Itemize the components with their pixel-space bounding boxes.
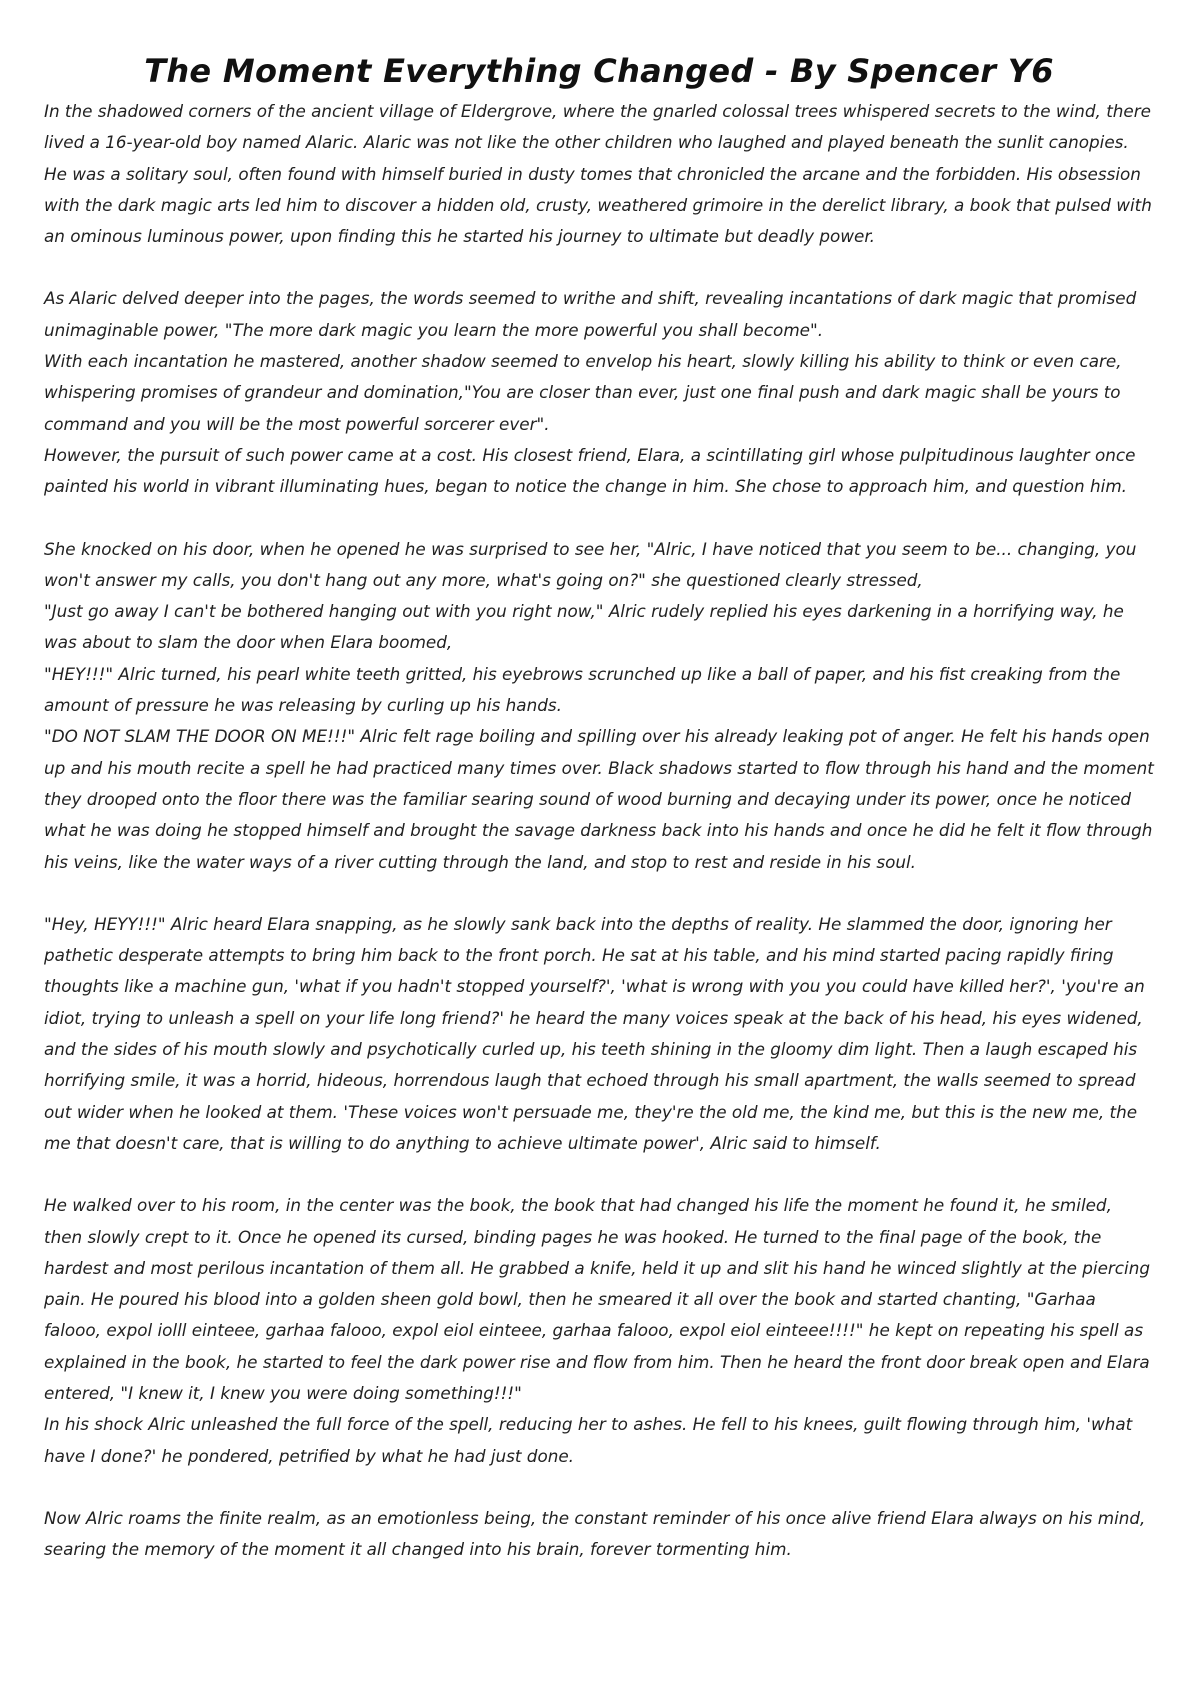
paragraph-intro: In the shadowed corners of the ancient village of Eldergrove, where the gnarled colossal trees whispered secrets to the wind, there lived a 16-year-old boy named Alaric. Alaric was not like the other children who laughed and played beneath the sunlit canopies. He was a solitary soul, often found with himself buried in dusty tomes that chronicled the arcane and the forbidden. His obsession with the dark magic arts led him to discover a hidden old, crusty, weathered grimoire in the derelict library, a book that pulsed with an ominous luminous power, upon finding this he started his journey to ultimate but deadly power. bbox=[44, 101, 1152, 247]
paragraph-incantation: With each incantation he mastered, another shadow seemed to envelop his heart, slowly killing his ability to think or even care, whispering promises of grandeur and domination,"You are closer than ever, just one final push and dark magic shall be yours to command and you will be the most powerful sorcerer ever". bbox=[44, 351, 1122, 434]
paragraph-shock: In his shock Alric unleashed the full force of the spell, reducing her to ashes. He fell to his knees, guilt flowing through him, 'what have I done?' he pondered, petrified by what he had just done. bbox=[44, 1414, 1133, 1466]
paragraph-cost: However, the pursuit of such power came at a cost. His closest friend, Elara, a scintillating girl whose pulpitudinous laughter once painted his world in vibrant illuminating hues, began to notice the change in him. She chose to approach him, and question him. bbox=[44, 444, 1136, 497]
paragraph-delved: As Alaric delved deeper into the pages, the words seemed to writhe and shift, revealing incantations of dark magic that promised unimaginable power, "The more dark magic you learn the more powerful you shall become". bbox=[44, 288, 1137, 340]
paragraph-voices: "Hey, HEYY!!!" Alric heard Elara snapping, as he slowly sank back into the depths of reality. He slammed the door, ignoring her pathetic desperate attempts to bring him back to the front porch. He sat at his table, and his mind started pacing rapidly firing thoughts like a machine gun, 'what if you hadn't stopped yourself?', 'what is wrong with you you could have killed her?', 'you're an idiot, trying to unleash a spell on your life long friend?' he heard the many voices speak at the back of his head, his eyes widened, and the sides of his mouth slowly and psychotically curled up, his teeth shining in the gloomy dim light. Then a laugh escaped his horrifying smile, it was a horrid, hideous, horrendous laugh that echoed through his small apartment, the walls seemed to spread out wider when he looked at them. 'These voices won't persuade me, they're the old me, the kind me, but this is the new me, the me that doesn't care, that is willing to do anything to achieve ultimate power', Alric said to himself. bbox=[44, 913, 1145, 1153]
paragraph-gap bbox=[44, 1472, 1154, 1503]
paragraph-go-away: "Just go away I can't be bothered hanging out with you right now," Alric rudely replied his eyes darkening in a horrifying way, he was about to slam the door when Elara boomed, bbox=[44, 601, 1124, 653]
paragraph-do-not-slam: "DO NOT SLAM THE DOOR ON ME!!!" Alric felt rage boiling and spilling over his already leaking pot of anger. He felt his hands open up and his mouth recite a spell he had practiced many times over. Black shadows started to flow through his hand and the moment they drooped onto the floor there was the familiar searing sound of wood burning and decaying under its power, once he noticed what he was doing he stopped himself and brought the savage darkness back into his hands and once he did he felt it flow through his veins, like the water ways of a river cutting through the land, and stop to rest and reside in his soul. bbox=[44, 726, 1154, 872]
paragraph-gap bbox=[44, 1159, 1154, 1190]
paragraph-the-book: He walked over to his room, in the center was the book, the book that had changed his life the moment he found it, he smiled, then slowly crept to it. Once he opened its cursed, binding pages he was hooked. He turned to the final page of the book, the hardest and most perilous incantation of them all. He grabbed a knife, held it up and slit his hand he winced slightly at the piercing pain. He poured his blood into a golden sheen gold bowl, then he smeared it all over the book and started chanting, "Garhaa falooo, expol iolll einteee, garhaa falooo, expol eiol einteee, garhaa falooo, expol eiol einteee!!!!" he kept on repeating his spell as explained in the book, he started to feel the dark power rise and flow from him. Then he heard the front door break open and Elara entered, "I knew it, I knew you were doing something!!!" bbox=[44, 1195, 1150, 1403]
paragraph-ending: Now Alric roams the finite realm, as an emotionless being, the constant reminder of his once alive friend Elara always on his mind, searing the memory of the moment it all changed into his brain, forever tormenting him. bbox=[44, 1507, 1146, 1560]
paragraph-gap bbox=[44, 503, 1154, 534]
paragraph-gap bbox=[44, 878, 1154, 909]
document-title: The Moment Everything Changed - By Spencer Y6 bbox=[144, 52, 1054, 90]
paragraph-gap bbox=[44, 252, 1154, 283]
paragraph-hey: "HEY!!!" Alric turned, his pearl white teeth gritted, his eyebrows scrunched up like a ball of paper, and his fist creaking from the amount of pressure he was releasing by curling up his hands. bbox=[44, 663, 1121, 716]
paragraph-knock: She knocked on his door, when he opened he was surprised to see her, "Alric, I have noticed that you seem to be... changing, you won't answer my calls, you don't hang out any more, what's going on?" she questioned clearly stressed, bbox=[44, 538, 1137, 590]
